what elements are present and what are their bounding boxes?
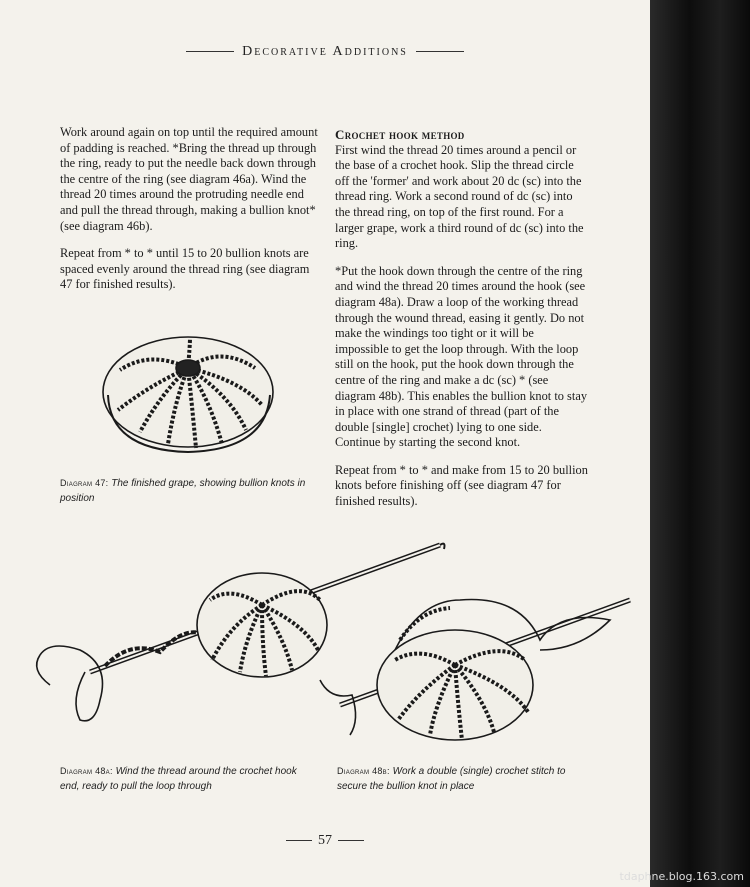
scan-background-edge: [650, 0, 750, 887]
page-footer: [0, 833, 650, 849]
right-paragraph-3: Repeat from * to * and make from 15 to 20 bullion knots before finishing off (see diagram 47 for finished results).: [335, 462, 588, 509]
watermark-text: tdaphne.blog.163.com: [619, 870, 744, 883]
header-title: Decorative Additions: [242, 44, 408, 59]
header-rule-right: [416, 51, 464, 52]
caption-diagram-48b: [337, 764, 597, 794]
caption-47-label: Diagram 47:: [60, 478, 109, 488]
folio-rule-right: [338, 840, 364, 841]
caption-48b-label: Diagram 48b:: [337, 766, 390, 776]
caption-diagram-47: [60, 476, 320, 506]
caption-47-text: The finished grape, showing bullion knots in position: [60, 478, 306, 504]
caption-diagram-48a: [60, 764, 310, 794]
caption-48a-text: Wind the thread around the crochet hook end, ready to pull the loop through: [60, 766, 297, 792]
caption-48b-text: Work a double (single) crochet stitch to secure the bullion knot in place: [337, 766, 566, 792]
folio-rule-left: [286, 840, 312, 841]
right-paragraph-1: First wind the thread 20 times around a pencil or the base of a crochet hook. Slip the thread circle off the 'former' and work about 20 dc (sc) into the thread ring. Work a second round of dc (sc) into the thread ring, on top of the first round. For a larger grape, work a third round of dc (sc) into the ring.: [335, 142, 584, 251]
caption-48a-label: Diagram 48a:: [60, 766, 113, 776]
page-number: 57: [318, 833, 332, 848]
left-paragraph-2: Repeat from * to * until 15 to 20 bullion knots are spaced evenly around the thread ring (see diagram 47 for finished results).: [60, 246, 310, 292]
right-paragraph-2: *Put the hook down through the centre of the ring and wind the thread 20 times around the hook (see diagram 48a). Draw a loop of the working thread through the wound thread, easing it gently. Do not make the windings too tight or it will be impossible to get the loop through. With the loop still on the hook, put the hook down through the centre of the ring and make a dc (sc) * (see diagram 48b). This enables the bullion knot to stay in place with one strand of thread (part of the double [single] crochet) lying to one side. Continue by starting the second knot.: [335, 263, 588, 450]
left-paragraph-1: Work around again on top until the required amount of padding is reached. *Bring the thread up through the ring, ready to put the needle back down through the centre of the ring (see diagram 46a). Wind the thread 20 times around the protruding needle end and pull the thread through, making a bullion knot* (see diagram 46b).: [60, 125, 318, 233]
header-rule-left: [186, 51, 234, 52]
section-heading: Crochet hook method: [335, 127, 465, 142]
right-column: [335, 127, 590, 522]
left-column: [60, 125, 318, 305]
running-header: [0, 44, 650, 60]
